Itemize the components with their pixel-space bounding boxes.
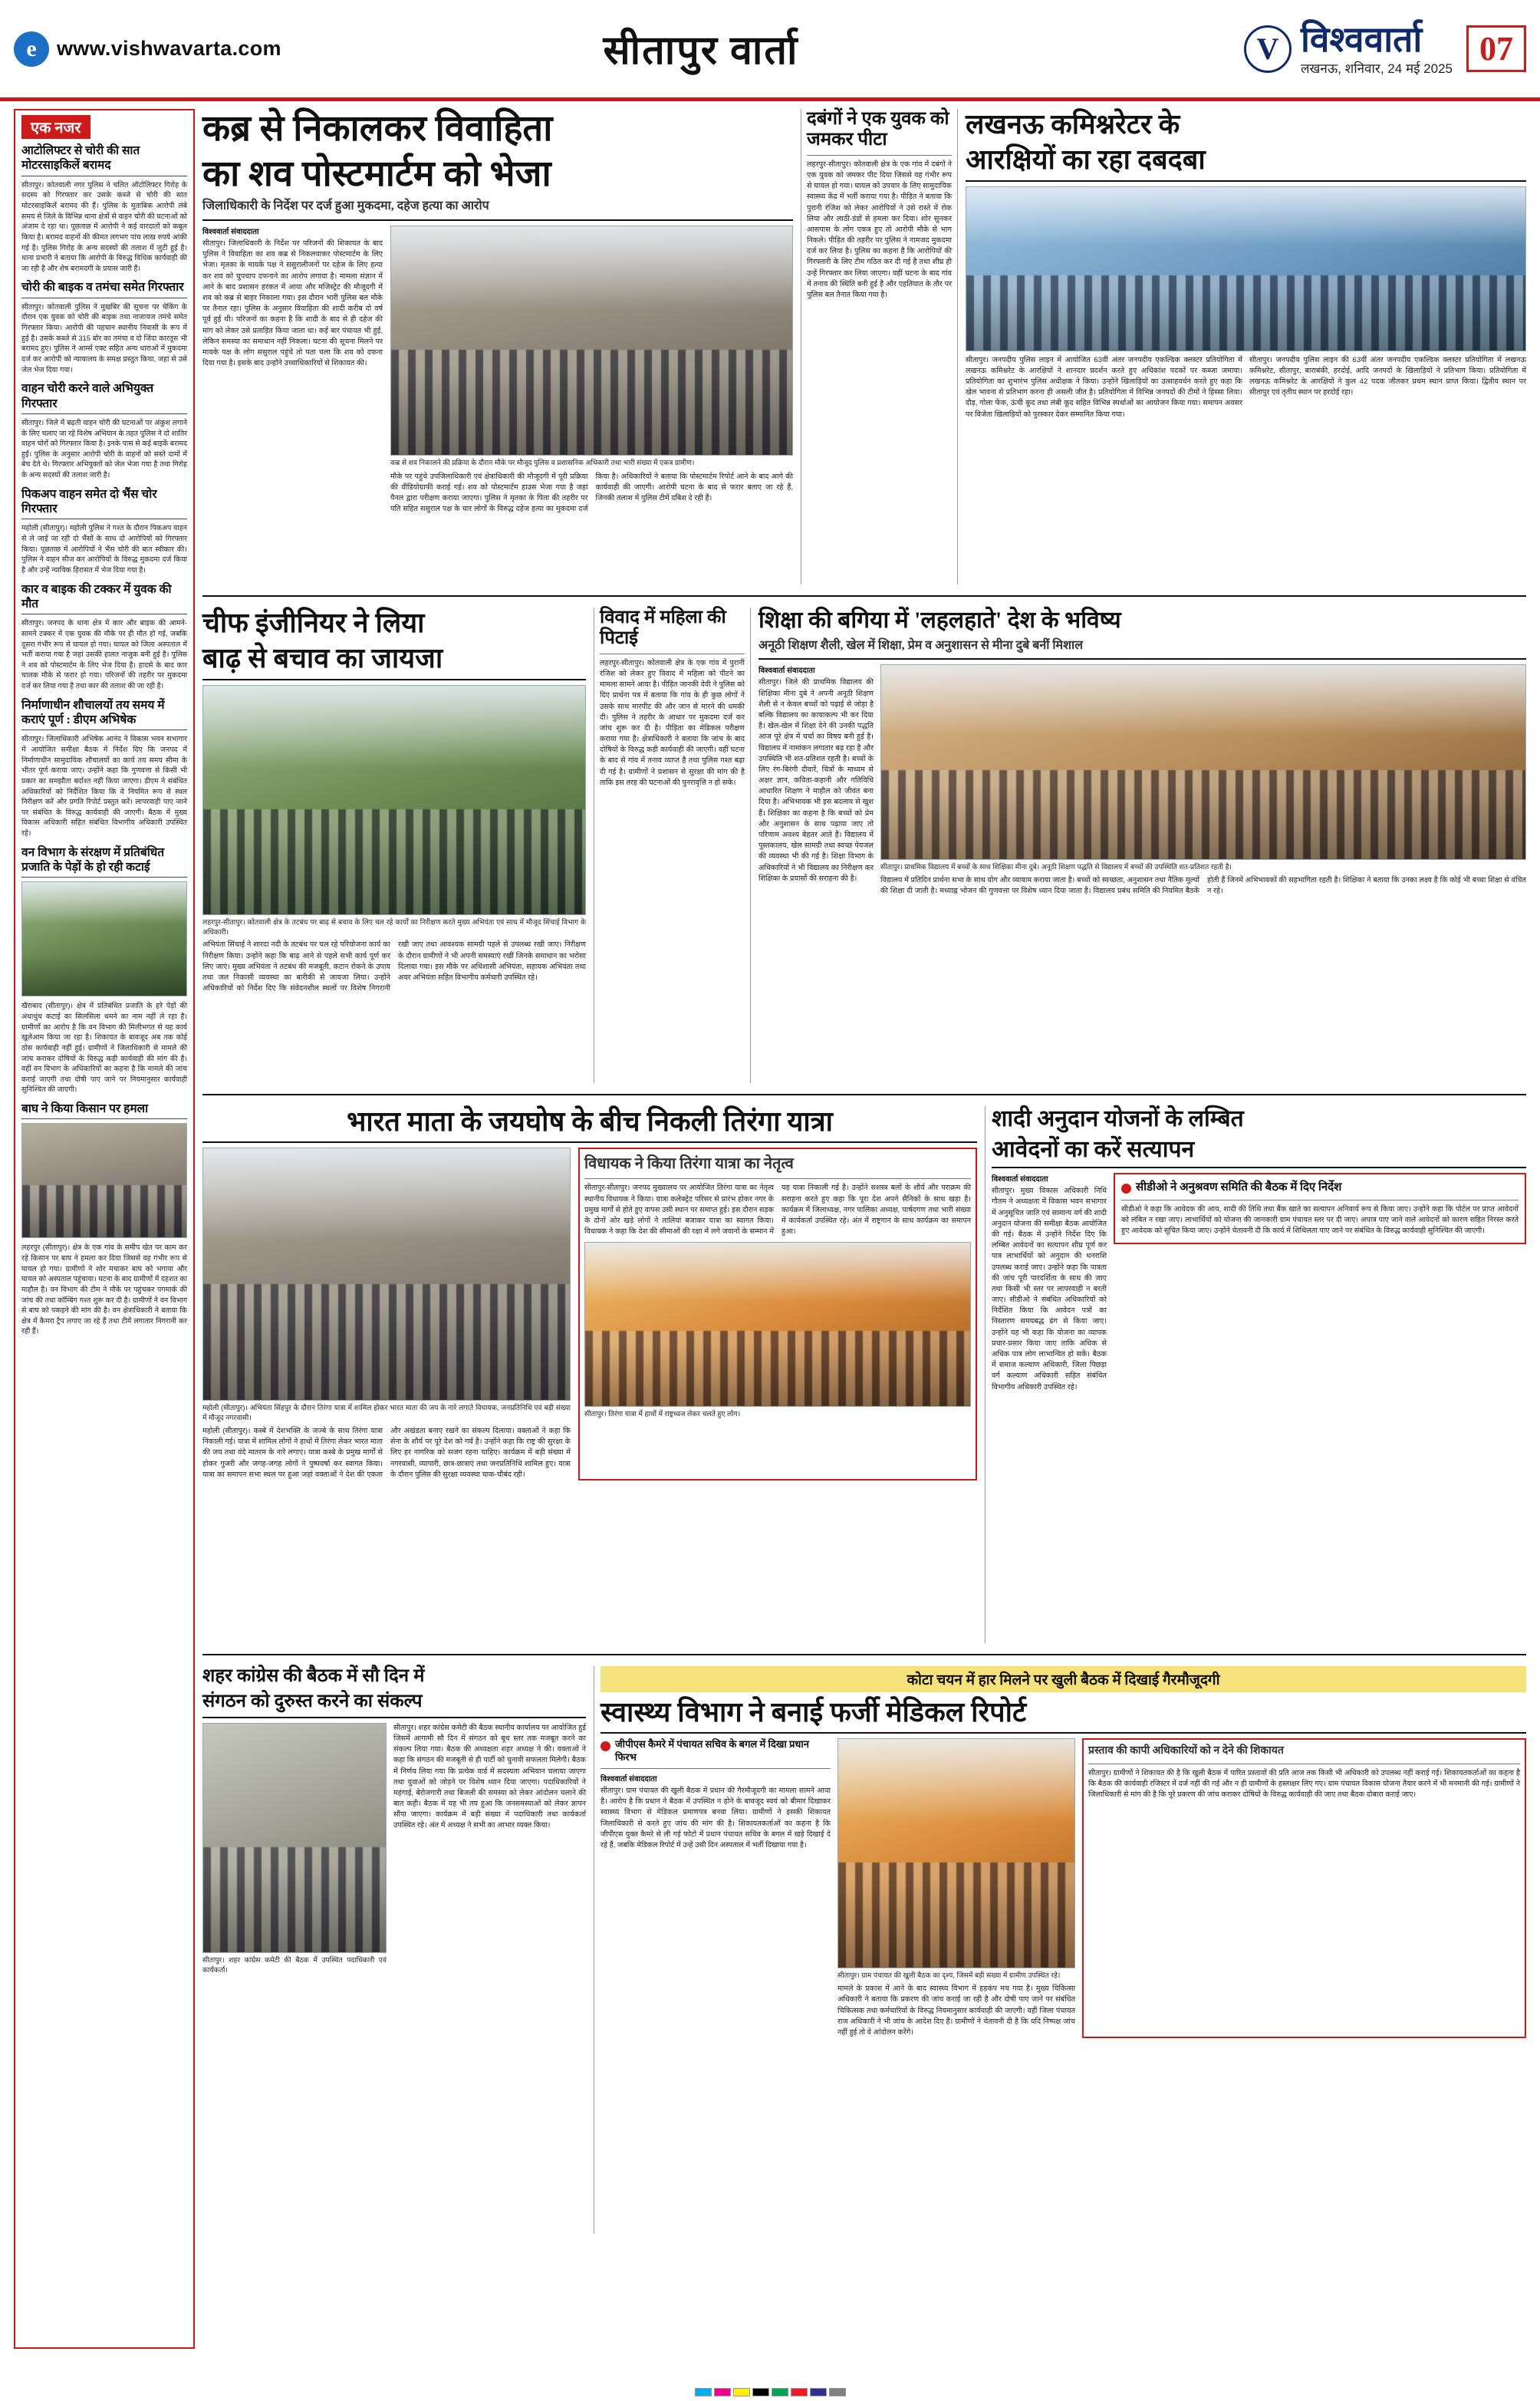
shiksha-body: सीतापुर। जिले की प्राथमिक विद्यालय की शिक्षिका मीना दुबे ने अपनी अनूठी शिक्षण शैली से न केवल बच्चों को पढ़ाई से जोड़ा है बल्कि विद्यालय का कायाकल्प भी कर दिया है। खेल-खेल में शिक्षा देने की उनकी पद्धति आज पूरे क्षेत्र में चर्चा का विषय बनी हुई है। विद्यालय में नामांकन लगातार बढ़ रहा है और उपस्थिति भी शत-प्रतिशत रहती है। बच्चों के लिए रंग-बिरंगी दीवारें, चित्रों के माध्यम से अक्षर ज्ञान, कविता-कहानी और गतिविधि आधारित शिक्षण ने माहौल को जीवंत बना दिया है। अभिभावक भी इस बदलाव से खुश हैं। शिक्षिका का कहना है कि बच्चों को प्रेम और अनुशासन के साथ पढ़ाया जाए तो परिणाम अवश्य बेहतर आते हैं। विद्यालय में पुस्तकालय, खेल सामग्री तथा स्वच्छ पेयजल की व्यवस्था भी की गई है। शिक्षा विभाग के अधिकारियों ने भी विद्यालय का निरीक्षण कर शिक्षिका के प्रयासों की सराहना की है। bbox=[758, 678, 874, 883]
lead-body: सीतापुर। जिलाधिकारी के निर्देश पर परिजनों की शिकायत के बाद पुलिस ने विवाहिता का शव कब्र से निकलवाकर पोस्टमार्टम के लिए भेजा। मृतका के मायके पक्ष ने ससुरालीजनों पर दहेज के लिए हत्या कर शव को चुपचाप दफनाने का आरोप लगाया है। मामला संज्ञान में आने के बाद प्रशासन हरकत में आया और मजिस्ट्रेट की मौजूदगी में शव को कब्र से बाहर निकाला गया। इस दौरान भारी पुलिस बल मौके पर तैनात रहा। पुलिस के अनुसार विवाहिता की शादी करीब दो वर्ष पूर्व हुई थी। परिजनों का कहना है कि शादी के बाद से ही दहेज की मांग को लेकर उसे प्रताड़ित किया जाता था। कई बार पंचायत भी हुई, लेकिन समस्या का समाधान नहीं निकला। घटना की सूचना मिलने पर मायके पक्ष के लोग ससुराल पहुंचे तो पता चला कि शव को दफना दिया गया है। इसके बाद उन्होंने उच्चाधिकारियों से शिकायत की। bbox=[202, 239, 383, 368]
panchayat-meeting-photo bbox=[837, 1738, 1075, 1968]
nazar-body: महोली (सीतापुर)। महोली पुलिस ने गश्त के दौरान पिकअप वाहन से ले जाई जा रही दो भैंसों के साथ दो आरोपियों को गिरफ्तार किया। पूछताछ में आरोपियों ने भैंस चोरी की बात स्वीकार की। पुलिस ने वाहन सीज कर आरोपियों के विरुद्ध मुकदमा दर्ज किया है और उन्हें न्यायिक हिरासत में भेज दिया गया है। bbox=[21, 523, 187, 574]
shiksha-caption: सीतापुर। प्राथमिक विद्यालय में बच्चों के साथ शिक्षिका मीना दुबे। अनूठी शिक्षण पद्धति से विद्यालय में बच्चों की उपस्थिति शत-प्रतिशत रहती है। bbox=[880, 863, 1232, 871]
lucknow-headline-line1: लखनऊ कमिश्नरेटर के bbox=[966, 109, 1180, 140]
health-sidebar-body: सीतापुर। ग्रामीणों ने शिकायत की है कि खुली बैठक में पारित प्रस्तावों की प्रति आज तक किसी भी अधिकारी को उपलब्ध नहीं कराई गई। शिकायतकर्ताओं का कहना है कि बैठक की कार्यवाही रजिस्टर में दर्ज नहीं की गई और न ही ग्रामीणों के हस्ताक्षर लिए गए। ग्राम पंचायत विकास योजना तैयार करने में भी मनमानी की गई। ग्रामीणों ने जिलाधिकारी से मांग की है कि पूरे प्रकरण की जांच कराकर दोषियों के विरुद्ध कार्यवाही की जाए तथा बैठक दोबारा कराई जाए। bbox=[1088, 1768, 1520, 1799]
nazar-body: सीतापुर। जिले में बढ़ती वाहन चोरी की घटनाओं पर अंकुश लगाने के लिए चलाए जा रहे विशेष अभियान के तहत पुलिस ने दो शातिर वाहन चोरों को गिरफ्तार किया है। इनके पास से कई बाइकें बरामद हुईं। पुलिस के अनुसार आरोपी चोरी के वाहनों को सस्ते दामों में बेच देते थे। गिरफ्तार अभियुक्तों को जेल भेजा गया है तथा गिरोह के अन्य सदस्यों की तलाश जारी है। bbox=[21, 417, 187, 479]
nazar-headline: बाघ ने किया किसान पर हमला bbox=[21, 1102, 187, 1119]
tiranga-body-left: महोली (सीतापुर)। कस्बे में देशभक्ति के जज्बे के साथ तिरंगा यात्रा निकाली गई। यात्रा में शामिल लोगों ने हाथों में तिरंगा लेकर भारत माता की जय तथा वंदे मातरम के नारे लगाए। यात्रा कस्बे के प्रमुख मार्गों से होकर गुजरी और जगह-जगह लोगों ने पुष्पवर्षा कर स्वागत किया। यात्रा का समापन सभा स्थल पर हुआ जहां वक्ताओं ने देश की एकता और अखंडता बनाए रखने का संकल्प दिलाया। वक्ताओं ने कहा कि सेना के शौर्य पर पूरे देश को गर्व है। उन्होंने कहा कि राष्ट्र की सुरक्षा के लिए हर नागरिक को सजग रहना चाहिए। कार्यक्रम में बड़ी संख्या में नगरवासी, व्यापारी, छात्र-छात्राएं तथा जनप्रतिनिधि शामिल हुए। यात्रा के दौरान पुलिस की सुरक्षा व्यवस्था चाक-चौबंद रही। bbox=[202, 1427, 571, 1479]
chief-headline-line2: बाढ़ से बचाव का जायजा bbox=[202, 643, 443, 674]
health-band: कोटा चयन में हार मिलने पर खुली बैठक में दिखाई गैरमौजूदगी bbox=[601, 1666, 1526, 1692]
lead-photo-caption: कब्र से शव निकालने की प्रक्रिया के दौरान मौके पर मौजूद पुलिस व प्रशासनिक अधिकारी तथा भारी संख्या में एकत्र ग्रामीण। bbox=[390, 459, 695, 467]
lead-photo-block bbox=[390, 226, 793, 515]
vivad-body: लहरपुर-सीतापुर। कोतवाली क्षेत्र के एक गांव में पुरानी रंजिश को लेकर हुए विवाद में महिला को पीटने का मामला सामने आया है। पीड़ित जानकी देवी ने पुलिस को दिए प्रार्थना पत्र में बताया कि गांव के ही कुछ लोगों ने उसके साथ मारपीट की और जान से मारने की धमकी दी। पुलिस ने तहरीर के आधार पर मुकदमा दर्ज कर जांच शुरू कर दी है। पीड़िता का मेडिकल परीक्षण कराया गया है। क्षेत्राधिकारी ने बताया कि जांच के बाद दोषियों के विरुद्ध कड़ी कार्यवाही की जाएगी। वहीं घटना के बाद से गांव में तनाव व्याप्त है तथा पुलिस गश्त बढ़ा दी गई है। ग्रामीणों ने प्रशासन से सुरक्षा की मांग की है ताकि इस तरह की घटनाओं की पुनरावृत्ति न हो सके। bbox=[600, 658, 745, 787]
nazar-body: सीतापुर। जिलाधिकारी अभिषेक आनंद ने विकास भवन सभागार में आयोजित समीक्षा बैठक में निर्देश दिए कि जनपद में निर्माणाधीन सामुदायिक शौचालयों का कार्य तय समय सीमा के भीतर पूर्ण कराया जाए। उन्होंने कहा कि गुणवत्ता से किसी भी प्रकार का समझौता बर्दाश्त नहीं किया जाएगा। डीएम ने संबंधित अधिकारियों को निर्देशित किया कि वे नियमित रूप से स्थल निरीक्षण करें और प्रगति रिपोर्ट प्रस्तुत करें। लापरवाही पाए जाने पर संबंधित के विरुद्ध कार्यवाही की जाएगी। बैठक में मुख्य विकास अधिकारी सहित संबंधित विभागीय अधिकारी उपस्थित रहे। bbox=[21, 734, 187, 837]
chief-caption: लहरपुर-सीतापुर। कोतवाली क्षेत्र के तटबंध पर बाढ़ से बचाव के लिए चल रहे कार्यों का निरीक्षण करते मुख्य अभियंता एवं साथ में मौजूद सिंचाई विभाग के अधिकारी। bbox=[202, 917, 586, 936]
list-item[interactable] bbox=[21, 1102, 187, 1336]
shadi-headline-line1: शादी अनुदान योजनों के लम्बित bbox=[992, 1106, 1244, 1131]
story-shadi-anudan[interactable] bbox=[985, 1106, 1526, 1643]
bullet-dot-icon bbox=[601, 1741, 610, 1751]
shadi-body: सीतापुर। मुख्य विकास अधिकारी निधि गौतम ने अध्यक्षता में विकास भवन सभागार में अनुसूचित जाति एवं सामान्य वर्ग की शादी अनुदान योजना की समीक्षा बैठक आयोजित की गई। बैठक में उन्होंने निर्देश दिए कि लम्बित आवेदनों का सत्यापन शीघ्र पूर्ण कर पात्र लाभार्थियों को अनुदान की धनराशि उपलब्ध कराई जाए। उन्होंने कहा कि पात्रता की जांच पूरी पारदर्शिता के साथ की जाए तथा किसी भी स्तर पर लापरवाही न बरती जाए। सीडीओ ने संबंधित अधिकारियों को निर्देशित किया कि आवेदन पत्रों का निस्तारण समयबद्ध ढंग से किया जाए। उन्होंने यह भी कहा कि योजना का व्यापक प्रचार-प्रसार किया जाए ताकि अधिक से अधिक पात्र लोग लाभान्वित हो सकें। बैठक में समाज कल्याण अधिकारी, जिला पिछड़ा वर्ग कल्याण अधिकारी सहित संबंधित विभागीय अधिकारी उपस्थित रहे। bbox=[992, 1187, 1107, 1392]
story-lucknow[interactable] bbox=[966, 109, 1526, 585]
congress-meeting-photo bbox=[202, 1723, 387, 1953]
police-felicitation-photo bbox=[966, 186, 1526, 351]
list-item[interactable] bbox=[21, 698, 187, 838]
villagers-photo bbox=[21, 1123, 187, 1238]
story-shiksha[interactable] bbox=[758, 608, 1526, 1083]
lead-text-col bbox=[202, 226, 383, 515]
story-tiranga[interactable] bbox=[202, 1106, 977, 1643]
byline: विश्ववार्ता संवाददाता bbox=[758, 667, 815, 676]
byline: विश्ववार्ता संवाददाता bbox=[601, 1775, 657, 1784]
ek-nazar-title: एक नजर bbox=[21, 115, 90, 139]
health-body: सीतापुर। ग्राम पंचायत की खुली बैठक में प्रधान की गैरमौजूदगी का मामला सामने आया है। आरोप है कि प्रधान ने बैठक में उपस्थित न होने के बावजूद स्वयं को बीमार दिखाकर स्वास्थ्य विभाग से मेडिकल प्रमाणपत्र बनवा लिया। ग्रामीणों ने इसकी शिकायत जिलाधिकारी से करते हुए जांच की मांग की है। शिकायतकर्ताओं का कहना है कि जीपीएस युक्त कैमरे से ली गई फोटो में प्रधान पंचायत सचिव के बगल में खड़े दिखाई दे रहे हैं, जबकि मेडिकल रिपोर्ट में उन्हें उसी दिन अस्पताल में भर्ती दिखाया गया है। bbox=[601, 1787, 831, 1850]
row-middle bbox=[202, 608, 1526, 1083]
story-chief-engineer[interactable] bbox=[202, 608, 586, 1083]
nazar-body: खैराबाद (सीतापुर)। क्षेत्र में प्रतिबंधित प्रजाति के हरे पेड़ों की अंधाधुंध कटाई का सिलसिला थमने का नाम नहीं ले रहा है। ग्रामीणों का आरोप है कि वन विभाग की मिलीभगत से यह कार्य खुलेआम किया जा रहा है। शिकायत के बावजूद अब तक कोई ठोस कार्यवाही नहीं हुई। ग्रामीणों ने जिलाधिकारी से मामले की जांच कराकर दोषियों के विरुद्ध कड़ी कार्यवाही की मांग की है। वहीं वन विभाग के अधिकारियों का कहना है कि मामले की जांच कराई जाएगी तथा दोषी पाए जाने पर नियमानुसार कार्यवाही सुनिश्चित की जाएगी। bbox=[21, 1001, 187, 1094]
list-item[interactable] bbox=[21, 280, 187, 374]
dabang-headline: दबंगों ने एक युवक को जमकर पीटा bbox=[807, 109, 949, 150]
tiranga-flag-photo bbox=[584, 1242, 971, 1407]
list-item[interactable] bbox=[21, 381, 187, 480]
lucknow-caption: सीतापुर। जनपदीय पुलिस लाइन की 63वीं अंतर जनपदीय एकल्डिक क्लस्टर प्रतियोगिता में लखनऊ कमिश्नरेट, सीतापुर, बाराबंकी, हरदोई, आदि जनपदों के खिलाड़ियों ने प्रतिभाग किया। प्रतियोगिता में लखनऊ कमिश्नरेट के आरक्षियों ने कुल 42 पदक जीतकर प्रथम स्थान प्राप्त किया। द्वितीय स्थान पर सीतापुर एवं तृतीय स्थान पर हरदोई रहा। bbox=[1249, 355, 1526, 397]
tiranga-left bbox=[202, 1148, 571, 1480]
story-vivad[interactable] bbox=[594, 608, 751, 1083]
masthead-right bbox=[989, 22, 1526, 75]
chief-headline-line1: चीफ इंजीनियर ने लिया bbox=[202, 608, 425, 638]
health-bullet: जीपीएस कैमरे में पंचायत सचिव के बगल में दिखा प्रधान फिरभ bbox=[615, 1738, 809, 1764]
brand-block bbox=[1244, 22, 1453, 75]
list-item[interactable] bbox=[21, 845, 187, 1095]
edition-title: सीतापुर वार्ता bbox=[603, 29, 799, 73]
health-left bbox=[601, 1738, 831, 2038]
main-columns bbox=[202, 109, 1526, 2349]
site-url[interactable]: www.vishwavarta.com bbox=[57, 37, 281, 60]
health-bullet-row bbox=[601, 1738, 831, 1764]
shiksha-col-2 bbox=[880, 664, 1526, 897]
tiranga-subhead-right: विधायक ने किया तिरंगा यात्रा का नेतृत्व bbox=[584, 1155, 794, 1173]
nazar-headline: आटोलिफ्टर से चोरी की सात मोटरसाइकिलें बरामद bbox=[21, 143, 187, 176]
lead-subhead: जिलाधिकारी के निर्देश पर दर्ज हुआ मुकदमा, दहेज हत्या का आरोप bbox=[202, 199, 489, 213]
lead-story[interactable] bbox=[202, 109, 793, 585]
nazar-body: लहरपुर (सीतापुर)। क्षेत्र के एक गांव के समीप खेत पर काम कर रहे किसान पर बाघ ने हमला कर दिया जिससे वह गंभीर रूप से घायल हो गया। ग्रामीणों ने शोर मचाकर बाघ को भगाया और घायल को अस्पताल पहुंचाया। घटना के बाद ग्रामीणों में दहशत का माहौल है। वन विभाग की टीम ने मौके पर पहुंचकर पगमार्क की जांच की तथा कॉम्बिंग गश्त शुरू कर दी है। ग्रामीणों ने वन विभाग से बाघ को पकड़ने की मांग की है। वन क्षेत्राधिकारी ने बताया कि क्षेत्र में कैमरा ट्रैप लगाए जा रहे हैं तथा टीमें लगातार निगरानी कर रही हैं। bbox=[21, 1243, 187, 1336]
dabang-body: लहरपुर-सीतापुर। कोतवाली क्षेत्र के एक गांव में दबंगों ने एक युवक को जमकर पीट दिया जिससे वह गंभीर रूप से घायल हो गया। घायल को उपचार के लिए सामुदायिक स्वास्थ्य केंद्र में भर्ती कराया गया है। पीड़ित ने बताया कि पुरानी रंजिश को लेकर आरोपियों ने उसे रास्ते में रोक लिया और लाठी-डंडों से हमला कर दिया। शोर सुनकर आसपास के लोग एकत्र हुए तो आरोपी मौके से भाग निकले। पीड़ित की तहरीर पर पुलिस ने नामजद मुकदमा दर्ज कर लिया है। पुलिस का कहना है कि आरोपियों की गिरफ्तारी के लिए टीम गठित कर दी गई है तथा शीघ्र ही उन्हें गिरफ्तार कर लिया जाएगा। वहीं घटना के बाद गांव में तनाव की स्थिति बनी हुई है और एहतियात के तौर पर पुलिस बल तैनात किया गया है। bbox=[807, 160, 952, 299]
brand-text bbox=[1301, 22, 1453, 75]
congress-body: सीतापुर। शहर कांग्रेस कमेटी की बैठक स्थानीय कार्यालय पर आयोजित हुई जिसमें आगामी सौ दिन में संगठन को बूथ स्तर तक मजबूत करने का संकल्प लिया गया। बैठक की अध्यक्षता शहर अध्यक्ष ने की। वक्ताओं ने कहा कि संगठन की मजबूती से ही पार्टी को चुनावी सफलता मिलेगी। बैठक में निर्णय लिया गया कि प्रत्येक वार्ड में सदस्यता अभियान चलाया जाएगा तथा युवाओं को जोड़ने पर विशेष ध्यान दिया जाएगा। पदाधिकारियों ने महंगाई, बेरोजगारी तथा बिजली की समस्या को लेकर आंदोलन चलाने की बात कही। बैठक में यह भी तय हुआ कि जनसमस्याओं को लेकर ज्ञापन सौंपा जाएगा। कार्यक्रम में बड़ी संख्या में पदाधिकारी तथा कार्यकर्ता उपस्थित रहे। अंत में अध्यक्ष ने सभी का आभार व्यक्त किया। bbox=[393, 1723, 586, 1830]
shadi-box-head: सीडीओ ने अनुश्रवण समिति की बैठक में दिए निर्देश bbox=[1136, 1181, 1342, 1194]
shadi-box bbox=[1114, 1173, 1526, 1393]
nazar-headline: कार व बाइक की टक्कर में युवक की मौत bbox=[21, 582, 187, 615]
shiksha-subhead: अनूठी शिक्षण शैली, खेल में शिक्षा, प्रेम व अनुशासन से मीना दुबे बनीं मिशाल bbox=[758, 638, 1083, 652]
cmyk-registration-bar bbox=[0, 2388, 1540, 2396]
lead-headline-line1: कब्र से निकालकर विवाहिता bbox=[202, 109, 553, 149]
lucknow-body: सीतापुर। जनपदीय पुलिस लाइन में आयोजित 63वीं अंतर जनपदीय एकल्डिक क्लस्टर प्रतियोगिता में लखनऊ कमिश्नरेट के आरक्षियों ने शानदार प्रदर्शन करते हुए अधिकांश पदकों पर कब्जा जमाया। प्रतियोगिता का शुभारंभ पुलिस अधीक्षक ने किया। उन्होंने खिलाड़ियों का उत्साहवर्धन करते हुए कहा कि खेल भावना से प्रतिभाग करना ही असली जीत है। प्रतियोगिता में विभिन्न जनपदों की टीमों ने हिस्सा लिया। दौड़, गोला फेंक, ऊंची कूद तथा लंबी कूद सहित विभिन्न स्पर्धाओं का आयोजन किया गया। समापन अवसर पर विजेता खिलाड़ियों को पुरस्कार देकर सम्मानित किया गया। bbox=[966, 355, 1242, 419]
nazar-body: सीतापुर। कोतवाली पुलिस ने मुखबिर की सूचना पर चेकिंग के दौरान एक युवक को चोरी की बाइक तथा नाजायज तमंचे समेत गिरफ्तार किया। आरोपी की पहचान स्थानीय निवासी के रूप में हुई है। उसके कब्जे से 315 बोर का तमंचा व दो जिंदा कारतूस भी बरामद हुए। पुलिस ने आर्म्स एक्ट सहित अन्य धाराओं में मुकदमा दर्ज कर आरोपी को न्यायालय के समक्ष प्रस्तुत किया, जहां से उसे जेल भेज दिया गया। bbox=[21, 301, 187, 374]
shadi-box-head-row bbox=[1121, 1181, 1519, 1196]
congress-headline-line2: संगठन को दुरुस्त करने का संकल्प bbox=[202, 1691, 423, 1711]
embankment-inspection-photo bbox=[202, 685, 586, 915]
list-item[interactable] bbox=[21, 487, 187, 575]
story-dabang[interactable] bbox=[801, 109, 958, 585]
shiksha-headline: शिक्षा की बगिया में 'लहलहाते' देश के भविष्य bbox=[758, 608, 1121, 633]
nazar-headline: पिकअप वाहन समेत दो भैंस चोर गिरफ्तार bbox=[21, 487, 187, 520]
shiksha-body-2: विद्यालय में प्रतिदिन प्रार्थना सभा के साथ योग और व्यायाम कराया जाता है। बच्चों को स्वच्छता, अनुशासन तथा नैतिक मूल्यों की शिक्षा दी जाती है। मध्याह्न भोजन की गुणवत्ता पर विशेष ध्यान दिया जाता है। विद्यालय प्रबंध समिति की नियमित बैठकें होती हैं जिनमें अभिभावकों की सहभागिता रहती है। शिक्षिका ने बताया कि उनका लक्ष्य है कि कोई भी बच्चा शिक्षा से वंचित न रहे। bbox=[880, 876, 1526, 896]
nazar-headline: चोरी की बाइक व तमंचा समेत गिरफ्तार bbox=[21, 280, 187, 298]
page-number: 07 bbox=[1466, 25, 1526, 72]
forest-photo bbox=[21, 881, 187, 996]
school-children-photo bbox=[880, 664, 1526, 860]
page-content bbox=[0, 101, 1540, 2349]
congress-caption: सीतापुर। शहर कांग्रेस कमेटी की बैठक में उपस्थित पदाधिकारी एवं कार्यकर्ता। bbox=[202, 1955, 387, 1974]
shadi-box-body: सीडीओ ने कहा कि आवेदक की आय, शादी की तिथि तथा बैंक खाते का सत्यापन अनिवार्य रूप से किया जाए। उन्होंने कहा कि पोर्टल पर प्राप्त आवेदनों को लंबित न रखा जाए। लाभार्थियों को योजना की जानकारी ग्राम पंचायत स्तर पर दी जाए। अपात्र पाए जाने वाले आवेदनों को कारण सहित निरस्त करते हुए आवेदक को सूचित किया जाए। उन्होंने चेतावनी दी कि कार्य में शिथिलता पाए जाने पर संबंधित के विरुद्ध कार्यवाही सुनिश्चित की जाएगी। bbox=[1121, 1204, 1519, 1236]
health-center bbox=[837, 1738, 1075, 2038]
tiranga-rally-photo bbox=[202, 1148, 571, 1401]
tiranga-caption-right: सीतापुर। तिरंगा यात्रा में हाथों में राष्ट्रध्वज लेकर चलते हुए लोग। bbox=[584, 1410, 741, 1418]
brand-name: विश्ववार्ता bbox=[1301, 20, 1423, 59]
health-sidebar bbox=[1082, 1738, 1526, 2038]
row-top bbox=[202, 109, 1526, 585]
health-caption: सीतापुर। ग्राम पंचायत की खुली बैठक का दृश्य, जिसमें बड़ी संख्या में ग्रामीण उपस्थित रहे। bbox=[837, 1971, 1061, 1980]
nazar-headline: वन विभाग के संरक्षण में प्रतिबंधित प्रजाति के पेड़ों के हो रही कटाई bbox=[21, 845, 187, 878]
story-congress[interactable] bbox=[202, 1666, 586, 2234]
grave-exhumation-photo bbox=[390, 226, 793, 456]
byline: विश्ववार्ता संवाददाता bbox=[202, 228, 259, 237]
byline: विश्ववार्ता संवाददाता bbox=[992, 1175, 1048, 1184]
edition-date: लखनऊ, शनिवार, 24 मई 2025 bbox=[1301, 61, 1453, 76]
ek-nazar-column bbox=[14, 109, 195, 2349]
shadi-text bbox=[992, 1173, 1107, 1393]
story-health[interactable] bbox=[594, 1666, 1526, 2234]
lucknow-headline-line2: आरक्षियों का रहा दबदबा bbox=[966, 144, 1206, 176]
congress-headline-line1: शहर कांग्रेस की बैठक में सौ दिन में bbox=[202, 1666, 425, 1686]
bullet-dot-icon bbox=[1121, 1184, 1131, 1194]
masthead bbox=[0, 0, 1540, 101]
nazar-body: सीतापुर। कोतवाली नगर पुलिस ने चलित ऑटोलिफ्टर गिरोह के सदस्य को गिरफ्तार कर उसके कब्जे से चोरी की सात मोटरसाइकिलें बरामद की हैं। पुलिस के मुताबिक आरोपी लंबे समय से जिले के विभिन्न थाना क्षेत्रों से वाहन चोरी की घटनाओं को अंजाम दे रहा था। पूछताछ में आरोपी ने कई वारदातों को कबूल किया है। बरामद वाहनों की कीमत लगभग पांच लाख रुपये आंकी गई है। पुलिस गिरोह के अन्य सदस्यों की तलाश में जुटी हुई है। थाना प्रभारी ने बताया कि आरोपी के विरुद्ध विधिक कार्यवाही की जा रही है और शेष बरामदगी के प्रयास जारी हैं। bbox=[21, 179, 187, 272]
list-item[interactable] bbox=[21, 582, 187, 691]
shadi-headline-line2: आवेदनों का करें सत्यापन bbox=[992, 1136, 1195, 1162]
tiranga-caption-left: महोली (सीतापुर)। अभियंता सिंहपुर के दौरान तिरंगा यात्रा में शामिल होकर भारत माता की जय के नारे लगाते विधायक, जनप्रतिनिधि एवं बड़ी संख्या में मौजूद नगरवासी। bbox=[202, 1404, 571, 1422]
vivad-headline: विवाद में महिला की पिटाई bbox=[600, 608, 726, 648]
epaper-logo-icon: e bbox=[14, 31, 49, 67]
health-sidebar-head: प्रस्ताव की कापी अधिकारियों को न देने की शिकायत bbox=[1088, 1745, 1284, 1757]
brand-logo-icon: V bbox=[1244, 25, 1292, 73]
lead-headline-line2: का शव पोस्टमार्टम को भेजा bbox=[202, 153, 551, 194]
health-body-2: मामले के प्रकाश में आने के बाद स्वास्थ्य विभाग में हड़कंप मच गया है। मुख्य चिकित्सा अधिकारी ने बताया कि प्रकरण की जांच कराई जा रही है और दोषी पाए जाने पर संबंधित चिकित्सक तथा कर्मचारियों के विरुद्ध नियमानुसार कार्यवाही की जाएगी। वहीं जिला पंचायत राज अधिकारी ने भी जांच के आदेश दिए हैं। ग्रामीणों ने चेतावनी दी है कि यदि निष्पक्ष जांच नहीं हुई तो वे आंदोलन करेंगे। bbox=[837, 1984, 1075, 2037]
chief-body: अभियंता सिंचाई ने शारदा नदी के तटबंध पर चल रहे परियोजना कार्य का निरीक्षण किया। उन्होंने कहा कि बाढ़ आने से पहले सभी कार्य पूर्ण कर लिए जाएं। मुख्य अभियंता ने तटबंध की मजबूती, कटान रोकने के उपाय तथा जल निकासी व्यवस्था का बारीकी से जायजा लिया। उन्होंने अधिकारियों को निर्देश दिए कि संवेदनशील स्थलों पर विशेष निगरानी रखी जाए तथा आवश्यक सामग्री पहले से उपलब्ध रखी जाए। निरीक्षण के दौरान ग्रामीणों ने भी अपनी समस्याएं रखीं जिनके समाधान का भरोसा दिलाया गया। इस मौके पर अधिशासी अभियंता, सहायक अभियंता तथा अवर अभियंता सहित विभागीय कर्मचारी उपस्थित रहे। bbox=[202, 940, 586, 993]
nazar-headline: निर्माणाधीन शौचालयों तय समय में कराएं पूर्ण : डीएम अभिषेक bbox=[21, 698, 187, 731]
health-headline: स्वास्थ्य विभाग ने बनाई फर्जी मेडिकल रिपोर्ट bbox=[601, 1697, 1027, 1727]
tiranga-headline: भारत माता के जयघोष के बीच निकली तिरंगा यात्रा bbox=[347, 1106, 833, 1137]
lead-body-2: मौके पर पहुंचे उपजिलाधिकारी एवं क्षेत्राधिकारी की मौजूदगी में पूरी प्रक्रिया की वीडियोग्राफी कराई गई। शव को पोस्टमार्टम हाउस भेजा गया है जहां पैनल द्वारा परीक्षण कराया जाएगा। पुलिस ने मृतका के पिता की तहरीर पर पति सहित ससुराल पक्ष के चार लोगों के विरुद्ध दहेज हत्या का मुकदमा दर्ज किया है। अधिकारियों ने बताया कि पोस्टमार्टम रिपोर्ट आने के बाद आगे की कार्यवाही की जाएगी। आरोपी घटना के बाद से फरार बताए जा रहे हैं, जिनकी तलाश में पुलिस टीमें दबिश दे रही हैं। bbox=[390, 472, 793, 514]
nazar-body: सीतापुर। जनपद के थाना क्षेत्र में कार और बाइक की आमने-सामने टक्कर में एक युवक की मौके पर ही मौत हो गई, जबकि दूसरा गंभीर रूप से घायल हो गया। घायल को जिला अस्पताल में भर्ती कराया गया है जहां उसकी हालत नाजुक बनी हुई है। पुलिस ने शव को पोस्टमार्टम के लिए भेज दिया है। हादसे के बाद कार चालक मौके से फरार हो गया। परिजनों की तहरीर पर मुकदमा दर्ज कर लिया गया है तथा कार की तलाश की जा रही है। bbox=[21, 618, 187, 690]
tiranga-body-right: सीतापुर-सीतापुर। जनपद मुख्यालय पर आयोजित तिरंगा यात्रा का नेतृत्व स्थानीय विधायक ने किया। यात्रा कलेक्ट्रेट परिसर से प्रारंभ होकर नगर के प्रमुख मार्गों से होते हुए वापस उसी स्थान पर समाप्त हुई। इस दौरान सड़क के दोनों ओर खड़े लोगों ने तालियां बजाकर यात्रा का स्वागत किया। विधायक ने कहा कि देश की सीमाओं की रक्षा में लगे जवानों के सम्मान में यह यात्रा निकाली गई है। उन्होंने सशस्त्र बलों के शौर्य और पराक्रम की सराहना करते हुए कहा कि पूरा देश अपने सैनिकों के साथ खड़ा है। कार्यक्रम में जिलाध्यक्ष, नगर पालिका अध्यक्ष, पार्षदगण तथा भारी संख्या में कार्यकर्ता उपस्थित रहे। अंत में राष्ट्रगान के साथ कार्यक्रम का समापन हुआ। bbox=[584, 1184, 971, 1237]
masthead-left bbox=[14, 31, 413, 67]
tiranga-right-box bbox=[578, 1148, 977, 1480]
row-tiranga bbox=[202, 1106, 1526, 1643]
row-bottom bbox=[202, 1666, 1526, 2234]
shiksha-col-1 bbox=[758, 664, 874, 897]
list-item[interactable] bbox=[21, 143, 187, 273]
nazar-headline: वाहन चोरी करने वाले अभियुक्त गिरफ्तार bbox=[21, 381, 187, 414]
